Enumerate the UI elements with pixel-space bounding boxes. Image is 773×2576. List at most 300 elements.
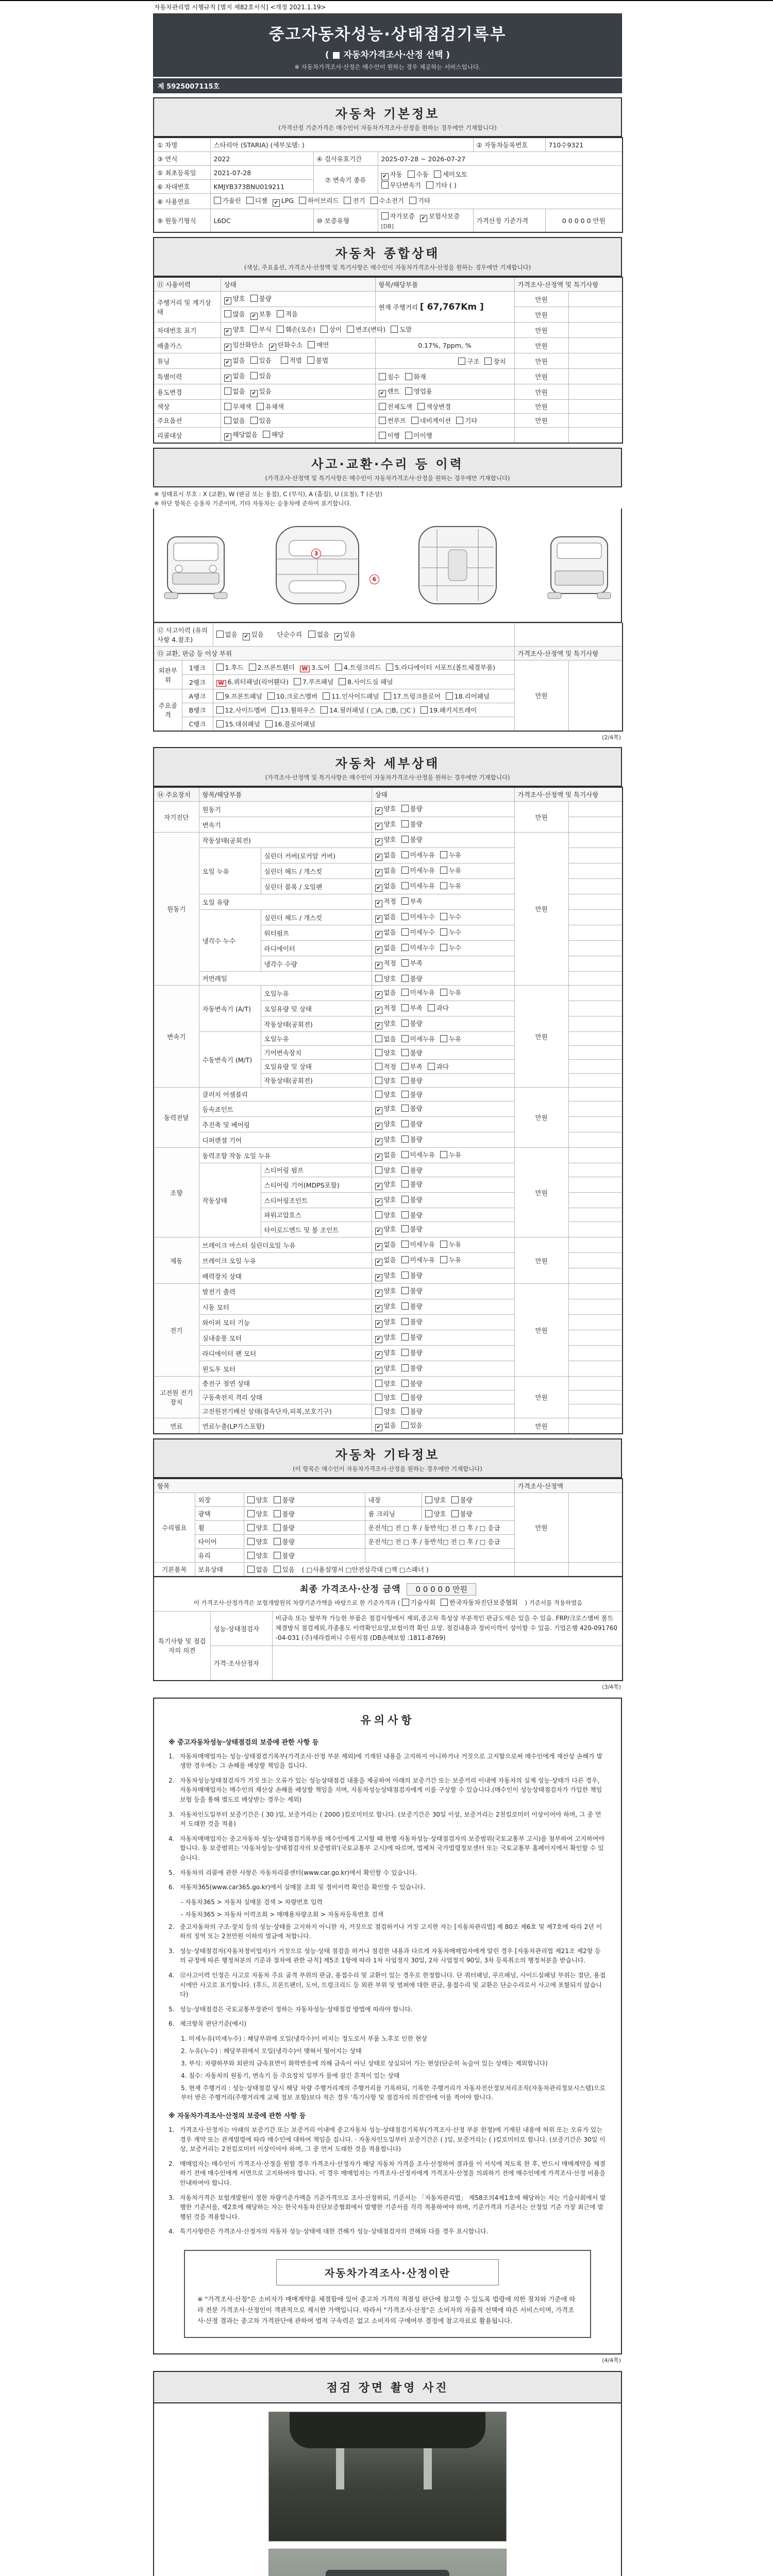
checkbox-unchecked[interactable]	[421, 706, 428, 714]
checkbox-option[interactable]	[250, 309, 272, 320]
checkbox-option[interactable]	[375, 881, 396, 892]
checkbox-unchecked[interactable]	[379, 403, 386, 410]
checkbox-unchecked[interactable]	[458, 358, 465, 365]
checkbox-unchecked[interactable]	[250, 357, 258, 364]
checkbox-option[interactable]	[224, 371, 245, 382]
checkbox-option[interactable]	[224, 309, 245, 318]
checkbox-checked[interactable]: ✔	[375, 1198, 382, 1206]
checkbox-option[interactable]	[401, 850, 435, 859]
checkbox-option[interactable]	[277, 309, 298, 318]
checkbox-option[interactable]	[272, 705, 315, 715]
checkbox-option[interactable]	[375, 804, 396, 815]
checkbox-checked[interactable]: ✔	[250, 390, 258, 397]
checkbox-unchecked[interactable]	[274, 1552, 281, 1559]
checkbox-checked[interactable]: ✔	[224, 375, 231, 382]
checkbox-option[interactable]	[401, 1420, 423, 1430]
checkbox-option[interactable]	[446, 691, 490, 701]
checkbox-option[interactable]	[401, 896, 423, 906]
checkbox-option[interactable]	[321, 705, 415, 715]
checkbox-checked[interactable]: ✔	[375, 1228, 382, 1235]
checkbox-checked[interactable]: ✔	[334, 633, 342, 640]
checkbox-unchecked[interactable]	[250, 417, 258, 424]
checkbox-checked[interactable]: ✔	[375, 1336, 382, 1343]
checkbox-unchecked[interactable]	[247, 1510, 255, 1517]
checkbox-unchecked[interactable]	[263, 431, 270, 438]
checkbox-unchecked[interactable]	[224, 403, 231, 410]
checkbox-checked[interactable]: ✔	[375, 931, 382, 938]
checkbox-option[interactable]	[401, 1003, 423, 1012]
checkbox-unchecked[interactable]	[401, 1318, 409, 1325]
checkbox-option[interactable]	[281, 355, 302, 365]
checkbox-unchecked[interactable]	[456, 417, 463, 424]
checkbox-checked[interactable]: ✔	[224, 297, 231, 304]
checkbox-unchecked[interactable]	[401, 1136, 409, 1143]
checkbox-unchecked[interactable]	[274, 1524, 281, 1531]
checkbox-unchecked[interactable]	[401, 1196, 409, 1203]
checkbox-checked[interactable]: ✔	[375, 1305, 382, 1312]
checkbox-option[interactable]	[375, 1179, 396, 1190]
checkbox-option[interactable]	[401, 1195, 423, 1204]
checkbox-option[interactable]	[375, 1195, 396, 1206]
checkbox-unchecked[interactable]	[274, 1496, 281, 1503]
checkbox-unchecked[interactable]	[216, 706, 224, 714]
checkbox-option[interactable]	[401, 1048, 423, 1057]
checkbox-option[interactable]	[384, 691, 440, 701]
checkbox-option[interactable]	[247, 1537, 268, 1546]
checkbox-unchecked[interactable]	[335, 664, 342, 671]
checkbox-option[interactable]	[375, 1286, 396, 1297]
checkbox-unchecked[interactable]	[386, 664, 393, 671]
checkbox-option[interactable]	[375, 1406, 396, 1416]
checkbox-checked[interactable]: ✔	[375, 1022, 382, 1029]
checkbox-option[interactable]	[401, 958, 423, 968]
checkbox-unchecked[interactable]	[214, 197, 221, 204]
checkbox-checked[interactable]: ✔	[375, 946, 382, 954]
checkbox-unchecked[interactable]	[402, 1599, 409, 1606]
checkbox-option[interactable]	[379, 402, 412, 411]
checkbox-unchecked[interactable]	[426, 181, 433, 189]
checkbox-option[interactable]	[224, 325, 245, 335]
checkbox-unchecked[interactable]	[401, 1120, 409, 1127]
checkbox-unchecked[interactable]	[246, 197, 254, 204]
checkbox-option[interactable]	[335, 663, 381, 672]
checkbox-option[interactable]	[334, 630, 356, 640]
checkbox-unchecked[interactable]	[384, 692, 391, 700]
checkbox-unchecked[interactable]	[428, 1004, 435, 1011]
checkbox-unchecked[interactable]	[401, 1256, 409, 1263]
checkbox-unchecked[interactable]	[401, 928, 409, 936]
checkbox-option[interactable]	[224, 402, 251, 411]
checkbox-option[interactable]	[247, 1509, 268, 1518]
checkbox-option[interactable]	[428, 1003, 449, 1012]
checkbox-unchecked[interactable]	[274, 1538, 281, 1545]
checkbox-option[interactable]	[250, 355, 272, 365]
checkbox-unchecked[interactable]	[375, 975, 382, 982]
checkbox-unchecked[interactable]	[321, 706, 328, 714]
checkbox-option[interactable]	[401, 988, 435, 997]
checkbox-unchecked[interactable]	[216, 692, 224, 700]
checkbox-unchecked[interactable]	[379, 432, 386, 439]
checkbox-option[interactable]	[375, 1210, 396, 1219]
checkbox-option[interactable]	[375, 1301, 396, 1312]
checkbox-option[interactable]	[274, 1551, 295, 1560]
checkbox-unchecked[interactable]	[440, 1241, 447, 1248]
checkbox-option[interactable]	[375, 1134, 396, 1145]
checkbox-unchecked[interactable]	[224, 417, 231, 424]
checkbox-checked[interactable]: ✔	[375, 854, 382, 861]
checkbox-option[interactable]	[401, 1076, 423, 1085]
checkbox-unchecked[interactable]	[250, 295, 258, 302]
checkbox-option[interactable]	[401, 881, 435, 890]
checkbox-unchecked[interactable]	[299, 197, 306, 204]
checkbox-option[interactable]	[321, 325, 342, 334]
checkbox-checked[interactable]: ✔	[375, 807, 382, 815]
checkbox-unchecked[interactable]	[379, 373, 386, 380]
checkbox-option[interactable]	[401, 1165, 423, 1175]
checkbox-option[interactable]	[426, 180, 457, 190]
checkbox-option[interactable]	[401, 1134, 423, 1144]
checkbox-option[interactable]	[375, 850, 396, 861]
checkbox-option[interactable]	[440, 850, 461, 859]
checkbox-option[interactable]	[379, 386, 400, 397]
checkbox-option[interactable]	[375, 974, 396, 983]
checkbox-option[interactable]	[224, 430, 258, 440]
checkbox-option[interactable]	[401, 1224, 423, 1233]
checkbox-option[interactable]	[250, 416, 272, 425]
checkbox-unchecked[interactable]	[440, 928, 447, 936]
checkbox-unchecked[interactable]	[344, 197, 351, 204]
checkbox-option[interactable]	[434, 170, 467, 179]
checkbox-unchecked[interactable]	[405, 387, 412, 395]
checkbox-unchecked[interactable]	[401, 944, 409, 951]
checkbox-option[interactable]	[375, 1255, 396, 1266]
checkbox-unchecked[interactable]	[247, 1538, 255, 1545]
checkbox-option[interactable]	[250, 325, 272, 334]
checkbox-unchecked[interactable]	[401, 1151, 409, 1158]
checkbox-option[interactable]	[379, 372, 400, 381]
checkbox-unchecked[interactable]	[401, 1272, 409, 1279]
checkbox-unchecked[interactable]	[401, 1091, 409, 1098]
checkbox-option[interactable]	[375, 896, 396, 907]
checkbox-option[interactable]	[247, 1565, 268, 1574]
checkbox-unchecked[interactable]	[440, 882, 447, 889]
checkbox-option[interactable]	[484, 357, 506, 366]
checkbox-option[interactable]	[274, 1509, 295, 1518]
checkbox-unchecked[interactable]	[401, 1225, 409, 1232]
checkbox-unchecked[interactable]	[401, 1380, 409, 1387]
checkbox-option[interactable]	[300, 663, 330, 672]
checkbox-option[interactable]	[401, 1062, 423, 1071]
checkbox-option[interactable]	[216, 705, 266, 715]
checkbox-checked[interactable]: ✔	[375, 1007, 382, 1014]
checkbox-unchecked[interactable]	[401, 1241, 409, 1248]
checkbox-option[interactable]	[375, 835, 396, 845]
checkbox-unchecked[interactable]	[277, 310, 284, 317]
checkbox-unchecked[interactable]	[381, 212, 389, 219]
checkbox-unchecked[interactable]	[440, 851, 447, 858]
checkbox-unchecked[interactable]	[247, 1524, 255, 1531]
checkbox-unchecked[interactable]	[401, 867, 409, 874]
checkbox-option[interactable]	[308, 630, 329, 639]
checkbox-option[interactable]	[401, 1090, 423, 1099]
checkbox-option[interactable]	[401, 1240, 435, 1249]
checkbox-option[interactable]	[216, 630, 238, 639]
checkbox-option[interactable]	[417, 402, 451, 411]
checkbox-unchecked[interactable]	[425, 1496, 432, 1503]
checkbox-option[interactable]	[339, 677, 393, 686]
checkbox-unchecked[interactable]	[347, 326, 354, 333]
checkbox-checked[interactable]: ✔	[224, 344, 231, 351]
checkbox-option[interactable]	[409, 196, 430, 205]
checkbox-unchecked[interactable]	[375, 1166, 382, 1174]
checkbox-unchecked[interactable]	[321, 326, 328, 333]
checkbox-option[interactable]	[375, 958, 396, 969]
checkbox-option[interactable]	[308, 340, 329, 349]
checkbox-option[interactable]	[294, 677, 333, 686]
checkbox-option[interactable]	[250, 294, 272, 303]
checkbox-unchecked[interactable]	[339, 678, 346, 685]
checkbox-option[interactable]	[247, 1551, 268, 1560]
checkbox-checked[interactable]: ✔	[243, 633, 250, 640]
checkbox-option[interactable]	[401, 1270, 423, 1280]
checkbox-option[interactable]	[391, 325, 412, 334]
checkbox-checked[interactable]: ✔	[375, 991, 382, 998]
checkbox-unchecked[interactable]	[401, 1349, 409, 1356]
checkbox-unchecked[interactable]	[401, 1180, 409, 1188]
checkbox-option[interactable]	[375, 927, 396, 938]
checkbox-unchecked[interactable]	[440, 1035, 447, 1042]
checkbox-unchecked[interactable]	[257, 403, 264, 410]
checkbox-option[interactable]	[375, 1420, 396, 1431]
checkbox-option[interactable]	[401, 1379, 423, 1388]
checkbox-unchecked[interactable]	[375, 1408, 382, 1415]
checkbox-unchecked[interactable]	[401, 1394, 409, 1401]
checkbox-unchecked[interactable]	[281, 357, 288, 364]
checkbox-option[interactable]	[401, 1317, 423, 1326]
checkbox-option[interactable]	[375, 1165, 396, 1175]
checkbox-option[interactable]	[344, 196, 365, 205]
checkbox-option[interactable]	[375, 1270, 396, 1281]
checkbox-option[interactable]	[440, 1034, 461, 1043]
checkbox-checked[interactable]: ✔	[375, 1107, 382, 1114]
checkbox-unchecked[interactable]	[401, 1408, 409, 1415]
checkbox-option[interactable]	[347, 325, 385, 334]
checkbox-option[interactable]	[401, 1348, 423, 1357]
checkbox-option[interactable]	[420, 211, 460, 222]
checkbox-option[interactable]	[401, 1179, 423, 1189]
checkbox-unchecked[interactable]	[401, 820, 409, 827]
checkbox-unchecked[interactable]	[446, 692, 453, 700]
checkbox-unchecked[interactable]	[274, 1566, 281, 1573]
checkbox-unchecked[interactable]	[277, 326, 284, 333]
checkbox-option[interactable]	[440, 943, 461, 952]
checkbox-option[interactable]	[440, 988, 461, 997]
checkbox-checked[interactable]: ✔	[381, 173, 389, 180]
checkbox-option[interactable]	[216, 719, 260, 728]
checkbox-checked[interactable]: ✔	[375, 838, 382, 845]
checkbox-unchecked[interactable]	[401, 975, 409, 982]
checkbox-unchecked[interactable]	[375, 1091, 382, 1098]
checkbox-option[interactable]	[375, 1348, 396, 1359]
checkbox-unchecked[interactable]	[224, 310, 231, 317]
checkbox-unchecked[interactable]	[401, 836, 409, 843]
checkbox-option[interactable]	[375, 1062, 396, 1071]
checkbox-unchecked[interactable]	[249, 664, 256, 671]
checkbox-unchecked[interactable]	[250, 326, 258, 333]
checkbox-checked[interactable]: ✔	[375, 1138, 382, 1145]
checkbox-option[interactable]	[401, 1104, 423, 1113]
checkbox-unchecked[interactable]	[247, 1566, 255, 1573]
checkbox-unchecked[interactable]	[401, 1035, 409, 1042]
checkbox-option[interactable]	[451, 1509, 473, 1518]
checkbox-checked[interactable]: ✔	[250, 313, 258, 320]
checkbox-unchecked[interactable]	[440, 944, 447, 951]
checkbox-option[interactable]	[224, 355, 245, 366]
checkbox-checked[interactable]: ✔	[269, 344, 276, 351]
checkbox-unchecked[interactable]	[375, 1077, 382, 1084]
checkbox-checked[interactable]: ✔	[375, 962, 382, 969]
checkbox-option[interactable]	[401, 866, 435, 875]
checkbox-option[interactable]	[401, 1286, 423, 1295]
checkbox-checked[interactable]: ✔	[375, 1183, 382, 1190]
checkbox-option[interactable]	[408, 170, 429, 179]
checkbox-checked[interactable]: ✔	[375, 1274, 382, 1281]
checkbox-option[interactable]	[440, 1240, 461, 1249]
checkbox-option[interactable]	[386, 663, 495, 672]
checkbox-checked[interactable]: ✔	[375, 900, 382, 907]
checkbox-option[interactable]	[249, 663, 295, 672]
checkbox-option[interactable]	[401, 1034, 435, 1043]
checkbox-checked[interactable]: ✔	[375, 1123, 382, 1130]
checkbox-option[interactable]	[274, 1495, 295, 1504]
checkbox-option[interactable]	[375, 819, 396, 830]
checkbox-unchecked[interactable]	[401, 1049, 409, 1056]
checkbox-unchecked[interactable]	[401, 959, 409, 967]
checkbox-unchecked[interactable]	[323, 692, 330, 700]
checkbox-option[interactable]	[381, 211, 415, 221]
checkbox-option[interactable]	[401, 912, 435, 921]
checkbox-option[interactable]	[375, 1363, 396, 1374]
checkbox-option[interactable]	[375, 1379, 396, 1388]
checkbox-unchecked[interactable]	[371, 197, 378, 204]
checkbox-option[interactable]	[224, 416, 245, 425]
checkbox-unchecked[interactable]	[308, 341, 315, 348]
checkbox-option[interactable]	[263, 430, 284, 439]
checkbox-option[interactable]	[265, 719, 315, 728]
checkbox-checked[interactable]: ✔	[375, 1259, 382, 1266]
checkbox-unchecked[interactable]	[247, 1496, 255, 1503]
checkbox-unchecked[interactable]	[375, 1035, 382, 1042]
checkbox-checked[interactable]: ✔	[224, 328, 231, 335]
checkbox-option[interactable]	[401, 943, 435, 952]
checkbox-unchecked[interactable]	[409, 197, 416, 204]
checkbox-unchecked[interactable]	[484, 358, 492, 365]
checkbox-option[interactable]	[401, 974, 423, 983]
checkbox-unchecked[interactable]	[401, 1077, 409, 1084]
checkbox-option[interactable]	[440, 1150, 461, 1159]
checkbox-option[interactable]	[375, 943, 396, 954]
checkbox-option[interactable]	[440, 881, 461, 890]
checkbox-option[interactable]	[428, 1062, 449, 1071]
checkbox-option[interactable]	[246, 196, 267, 205]
checkbox-unchecked[interactable]	[216, 720, 224, 727]
checkbox-option[interactable]	[375, 912, 396, 923]
checkbox-unchecked[interactable]	[216, 631, 224, 638]
checkbox-checked[interactable]: ✔	[273, 199, 280, 207]
checkbox-unchecked[interactable]	[440, 867, 447, 874]
checkbox-unchecked[interactable]	[250, 372, 258, 379]
checkbox-option[interactable]	[405, 386, 432, 396]
checkbox-unchecked[interactable]	[440, 989, 447, 996]
checkbox-unchecked[interactable]	[401, 913, 409, 920]
checkbox-option[interactable]	[458, 357, 479, 366]
checkbox-option[interactable]	[216, 677, 289, 687]
checkbox-unchecked[interactable]	[401, 1020, 409, 1027]
checkbox-option[interactable]	[273, 197, 294, 207]
checkbox-option[interactable]	[250, 386, 272, 397]
checkbox-option[interactable]	[243, 630, 264, 640]
checkbox-option[interactable]	[247, 1523, 268, 1532]
checkbox-option[interactable]	[257, 402, 284, 411]
checkbox-option[interactable]	[307, 355, 328, 365]
checkbox-option[interactable]	[375, 1090, 396, 1099]
checkbox-option[interactable]	[269, 340, 303, 351]
checkbox-option[interactable]	[267, 691, 317, 701]
checkbox-unchecked[interactable]	[401, 1421, 409, 1429]
checkbox-unchecked[interactable]	[451, 1496, 459, 1503]
checkbox-option[interactable]	[375, 1317, 396, 1328]
checkbox-option[interactable]	[216, 663, 244, 672]
checkbox-unchecked[interactable]	[375, 1211, 382, 1218]
checkbox-option[interactable]	[371, 196, 404, 205]
checkbox-option[interactable]	[224, 340, 264, 351]
checkbox-unchecked[interactable]	[391, 326, 398, 333]
checkbox-option[interactable]	[440, 1255, 461, 1264]
checkbox-checked[interactable]: ✔	[379, 390, 386, 397]
checkbox-option[interactable]	[379, 431, 400, 440]
checkbox-option[interactable]	[375, 1240, 396, 1250]
checkbox-option[interactable]	[405, 372, 426, 381]
checkbox-option[interactable]	[323, 691, 379, 701]
checkbox-option[interactable]	[425, 1509, 446, 1518]
checkbox-checked[interactable]: ✔	[375, 916, 382, 923]
checkbox-option[interactable]	[224, 294, 245, 304]
checkbox-option[interactable]	[401, 1119, 423, 1128]
checkbox-option[interactable]	[401, 1406, 423, 1416]
checkbox-option[interactable]	[375, 1076, 396, 1085]
checkbox-unchecked[interactable]	[379, 417, 386, 424]
checkbox-unchecked[interactable]	[401, 882, 409, 889]
checkbox-option[interactable]	[274, 1537, 295, 1546]
checkbox-unchecked[interactable]	[216, 664, 224, 671]
checkbox-option[interactable]	[375, 1393, 396, 1402]
checkbox-unchecked[interactable]	[375, 1063, 382, 1070]
checkbox-unchecked[interactable]	[401, 851, 409, 858]
checkbox-unchecked[interactable]	[272, 706, 279, 714]
checkbox-option[interactable]	[441, 1598, 518, 1607]
checkbox-unchecked[interactable]	[408, 171, 415, 178]
checkbox-unchecked[interactable]	[401, 1211, 409, 1218]
checkbox-option[interactable]	[401, 1210, 423, 1219]
checkbox-unchecked[interactable]	[401, 1105, 409, 1112]
checkbox-option[interactable]	[274, 1565, 295, 1574]
checkbox-option[interactable]	[421, 705, 477, 715]
checkbox-option[interactable]	[214, 196, 241, 205]
checkbox-unchecked[interactable]	[401, 1063, 409, 1070]
checkbox-option[interactable]	[224, 386, 245, 396]
checkbox-option[interactable]	[299, 196, 339, 205]
checkbox-option[interactable]	[411, 416, 451, 425]
